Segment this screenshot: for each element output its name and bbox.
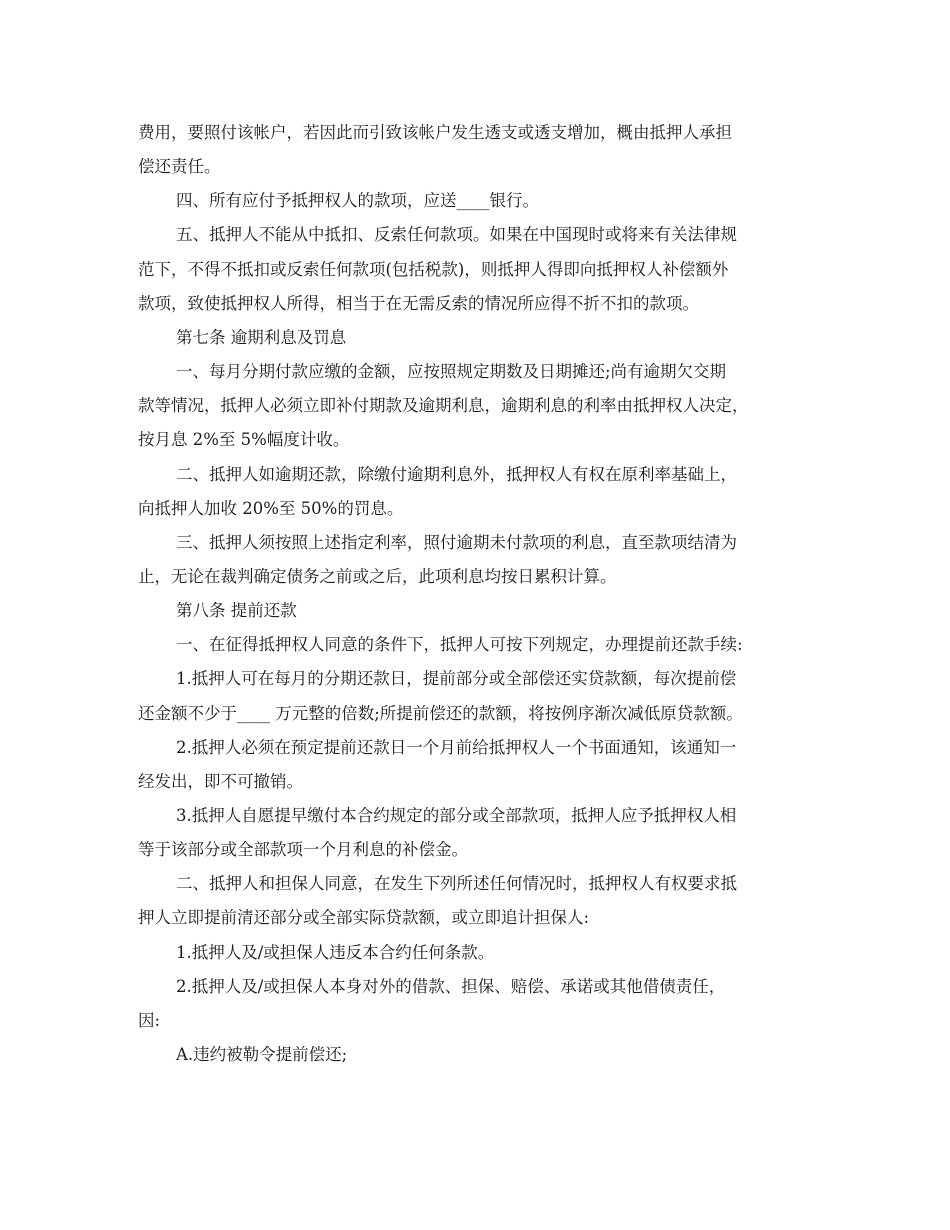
text-line: 费用，要照付该帐户，若因此而引致该帐户发生透支或透支增加，概由抵押人承担 bbox=[138, 123, 732, 142]
text-line: 2.抵押人及/或担保人本身对外的借款、担保、赔偿、承诺或其他借债责任， bbox=[176, 976, 726, 996]
text-line: 按月息 2%至 5%幅度计收。 bbox=[138, 430, 350, 450]
text-line: 款项，致使抵押权人所得，相当于在无需反索的情况所应得不折不扣的款项。 bbox=[138, 293, 699, 313]
text-line: 向抵押人加收 20%至 50%的罚息。 bbox=[138, 498, 404, 518]
text-line: 范下，不得不抵扣或反索任何款项(包括税款)，则抵押人得即向抵押权人补偿额外 bbox=[138, 259, 729, 279]
text-line: 二、抵押人如逾期还款，除缴付逾期利息外，抵押权人有权在原利率基础上， bbox=[176, 464, 737, 484]
text-line: 2.抵押人必须在预定提前还款日一个月前给抵押权人一个书面通知，该通知一 bbox=[176, 737, 737, 757]
text-line: 因: bbox=[138, 1010, 161, 1030]
text-line: 五、抵押人不能从中抵扣、反索任何款项。如果在中国现时或将来有关法律规 bbox=[176, 225, 737, 245]
text-line: A.违约被勒令提前偿还; bbox=[176, 1045, 348, 1065]
text-line: 等于该部分或全部款项一个月利息的补偿金。 bbox=[138, 840, 468, 860]
text-line: 1.抵押人可在每月的分期还款日，提前部分或全部偿还实贷款额，每次提前偿 bbox=[176, 669, 737, 689]
text-line: 三、抵押人须按照上述指定利率，照付逾期未付款项的利息，直至款项结清为 bbox=[176, 532, 737, 552]
text-line: 止，无论在裁判确定债务之前或之后，此项利息均按日累积计算。 bbox=[138, 566, 617, 586]
text-line: 3.抵押人自愿提早缴付本合约规定的部分或全部款项，抵押人应予抵押权人相 bbox=[176, 806, 737, 825]
text-line: 还金额不少于____ 万元整的倍数;所提前偿还的款额，将按例序渐次减低原贷款额。 bbox=[138, 703, 743, 723]
text-line: 偿还责任。 bbox=[138, 157, 221, 177]
text-line: 二、抵押人和担保人同意，在发生下列所述任何情况时，抵押权人有权要求抵 bbox=[176, 874, 737, 894]
text-line: 经发出，即不可撤销。 bbox=[138, 771, 303, 791]
text-line: 第八条 提前还款 bbox=[176, 601, 297, 621]
text-line: 款等情况，抵押人必须立即补付期款及逾期利息，逾期利息的利率由抵押权人决定， bbox=[138, 396, 749, 416]
text-line: 押人立即提前清还部分或全部实际贷款额，或立即追计担保人: bbox=[138, 908, 590, 928]
text-line: 一、每月分期付款应缴的金额，应按照规定期数及日期摊还;尚有逾期欠交期 bbox=[176, 362, 727, 382]
text-line: 1.抵押人及/或担保人违反本合约任何条款。 bbox=[176, 942, 495, 962]
text-line: 第七条 逾期利息及罚息 bbox=[176, 327, 347, 347]
text-line: 四、所有应付予抵押权人的款项，应送____银行。 bbox=[176, 191, 539, 211]
text-line: 一、在征得抵押权人同意的条件下，抵押人可按下列规定，办理提前还款手续: bbox=[176, 635, 743, 655]
